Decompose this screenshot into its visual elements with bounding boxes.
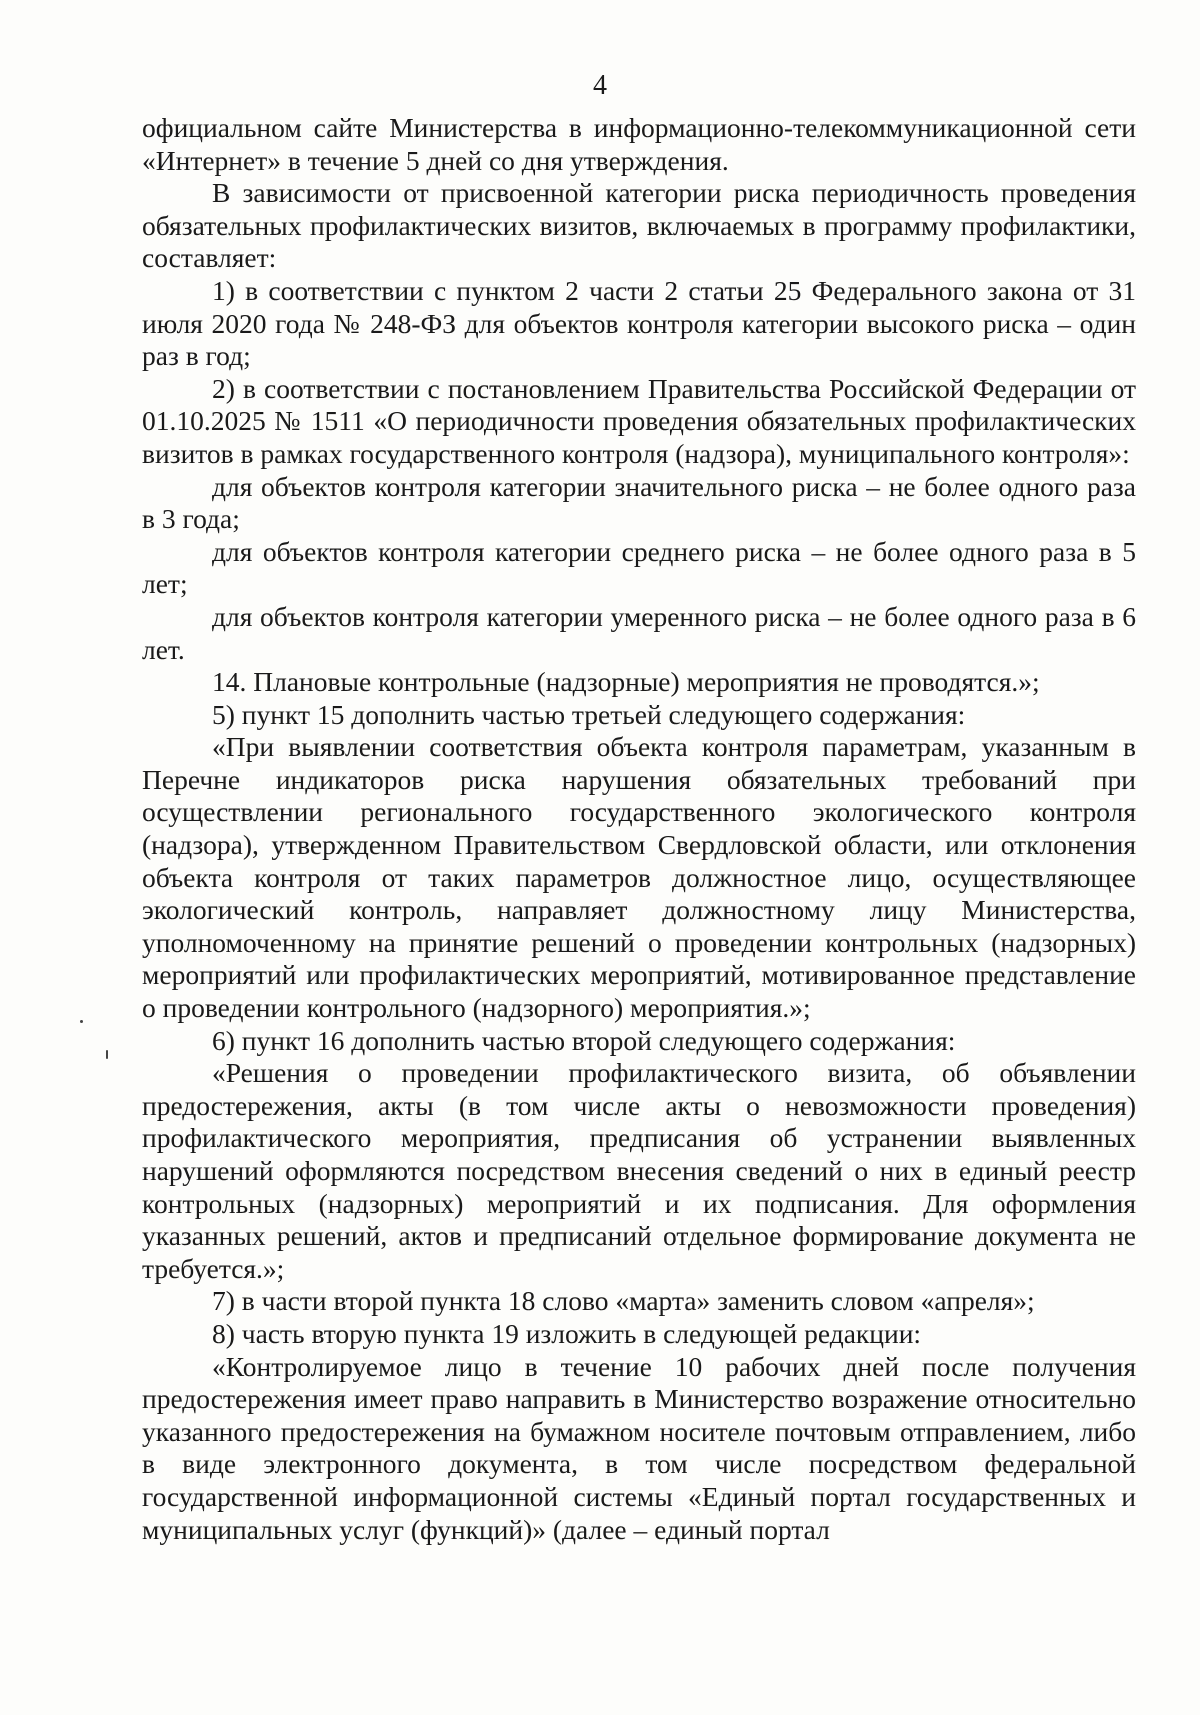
paragraph-2: В зависимости от присвоенной категории риска периодичность проведения обязательных профилактических визитов, включаемых в программу профилактики, составляет: [142,177,1136,274]
paragraph-13: 7) в части второй пункта 18 слово «марта» заменить словом «апреля»; [212,1285,1035,1317]
paragraph-14: 8) часть вторую пункта 19 изложить в следующей редакции: [212,1317,922,1349]
paragraph-3: 1) в соответствии с пунктом 2 части 2 статьи 25 Федерального закона от 31 июля 2020 года № 248-ФЗ для объектов контроля категории высокого риска – один раз в год; [142,274,1136,372]
paragraph-11: 6) пункт 16 дополнить частью второй следующего содержания: [212,1024,956,1056]
paragraph-1: официальном сайте Министерства в информационно-телекоммуникационной сети «Интернет» в течение 5 дней со дня утверждения. [142,112,1136,176]
scan-speck [80,1020,83,1023]
document-body [142,112,1136,1546]
paragraph-6: для объектов контроля категории среднего риска – не более одного раза в 5 лет; [142,535,1136,600]
page-number: 4 [593,70,607,101]
paragraph-15: «Контролируемое лицо в течение 10 рабочих дней после получения предостережения имеет право направить в Министерство возражение относительно указанного предостережения на бумажном носителе почтовым отправлением, либо в виде электронного документа, в том числе посредством федеральной государственной информационной системы «Единый портал государственных и муниципальных услуг (функций)» (далее – единый портал [142,1350,1136,1545]
paragraph-7: для объектов контроля категории умеренного риска – не более одного раза в 6 лет. [142,600,1136,665]
paragraph-4: 2) в соответствии с постановлением Правительства Российской Федерации от 01.10.2025 № 1511 «О периодичности проведения обязательных профилактических визитов в рамках государственного контроля (надзора), муниципального контроля»: [142,372,1136,469]
paragraph-5: для объектов контроля категории значительного риска – не более одного раза в 3 года; [142,470,1136,535]
scan-speck [106,1050,108,1059]
paragraph-8: 14. Плановые контрольные (надзорные) мероприятия не проводятся.»; [212,666,1040,698]
paragraph-9: 5) пункт 15 дополнить частью третьей следующего содержания: [212,698,966,730]
paragraph-10: «При выявлении соответствия объекта контроля параметрам, указанным в Перечне индикаторов риска нарушения обязательных требований при осуществлении регионального государственного экологического контроля (надзора), утвержденном Правительством Свердловской области, или отклонения объекта контроля от таких параметров должностное лицо, осуществляющее экологический контроль, направляет должностному лицу Министерства, уполномоченному на принятие решений о проведении контрольных (надзорных) мероприятий или профилактических мероприятий, мотивированное представление о проведении контрольного (надзорного) мероприятия.»; [142,731,1136,1024]
paragraph-12: «Решения о проведении профилактического визита, об объявлении предостережения, акты (в том числе акты о невозможности проведения) профилактического мероприятия, предписания об устранении выявленных нарушений оформляются посредством внесения сведений о них в единый реестр контрольных (надзорных) мероприятий и их подписания. Для оформления указанных решений, актов и предписаний отдельное формирование документа не требуется.»; [142,1057,1136,1284]
